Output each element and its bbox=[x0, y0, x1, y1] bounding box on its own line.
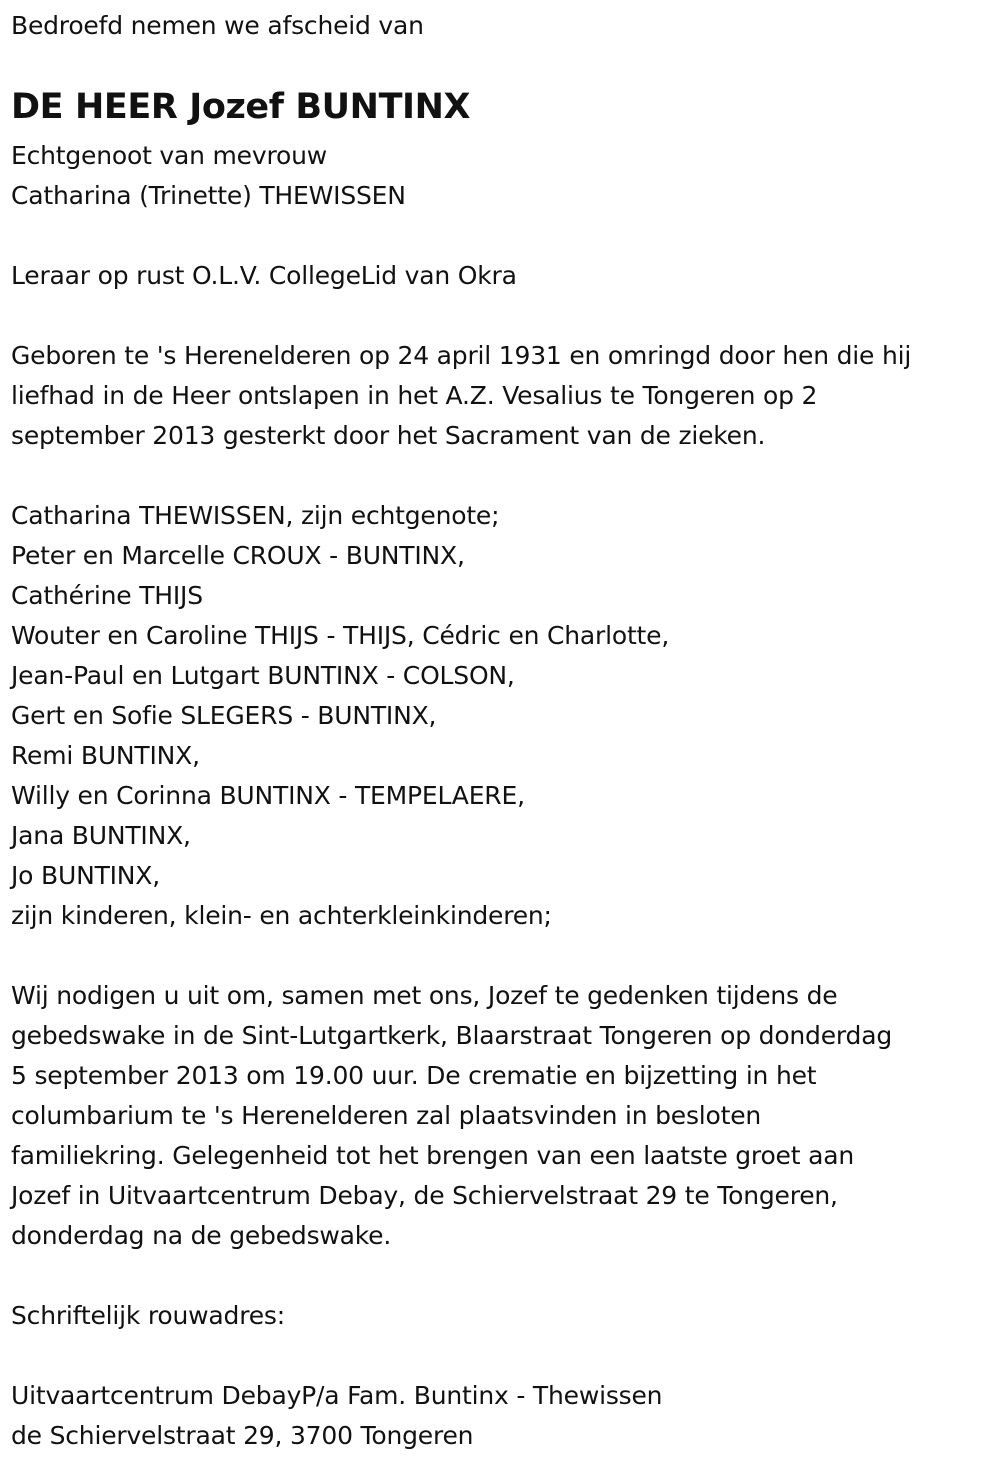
family-line: zijn kinderen, klein- en achterkleinkinderen; bbox=[11, 901, 552, 930]
birth-death-line: liefhad in de Heer ontslapen in het A.Z. Vesalius te Tongeren op 2 bbox=[11, 381, 818, 410]
family-line: Catharina THEWISSEN, zijn echtgenote; bbox=[11, 501, 500, 530]
birth-death-line: september 2013 gesterkt door het Sacrament van de zieken. bbox=[11, 421, 766, 450]
occupation-line: Leraar op rust O.L.V. CollegeLid van Okra bbox=[11, 261, 517, 290]
invitation-block bbox=[11, 976, 991, 1256]
invitation-line: gebedswake in de Sint-Lutgartkerk, Blaarstraat Tongeren op donderdag bbox=[11, 1021, 893, 1050]
deceased-name: DE HEER Jozef BUNTINX bbox=[11, 87, 471, 127]
spouse-line: Echtgenoot van mevrouw bbox=[11, 141, 327, 170]
family-line: Jo BUNTINX, bbox=[11, 861, 160, 890]
spouse-line: Catharina (Trinette) THEWISSEN bbox=[11, 181, 406, 210]
paragraph-gap bbox=[11, 456, 991, 496]
family-line: Jana BUNTINX, bbox=[11, 821, 191, 850]
family-line: Remi BUNTINX, bbox=[11, 741, 200, 770]
family-line: Willy en Corinna BUNTINX - TEMPELAERE, bbox=[11, 781, 525, 810]
paragraph-gap bbox=[11, 296, 991, 336]
address-line: Uitvaartcentrum DebayP/a Fam. Buntinx - Thewissen bbox=[11, 1381, 663, 1410]
invitation-line: donderdag na de gebedswake. bbox=[11, 1221, 392, 1250]
family-line: Cathérine THIJS bbox=[11, 581, 203, 610]
family-line: Gert en Sofie SLEGERS - BUNTINX, bbox=[11, 701, 437, 730]
invitation-line: Wij nodigen u uit om, samen met ons, Jozef te gedenken tijdens de bbox=[11, 981, 838, 1010]
address-block bbox=[11, 1376, 991, 1456]
family-line: Jean-Paul en Lutgart BUNTINX - COLSON, bbox=[11, 661, 515, 690]
invitation-line: columbarium te 's Herenelderen zal plaatsvinden in besloten bbox=[11, 1101, 762, 1130]
intro-line: Bedroefd nemen we afscheid van bbox=[11, 11, 424, 40]
family-line: Peter en Marcelle CROUX - BUNTINX, bbox=[11, 541, 465, 570]
birth-death-block bbox=[11, 336, 991, 456]
invitation-line: Jozef in Uitvaartcentrum Debay, de Schiervelstraat 29 te Tongeren, bbox=[11, 1181, 838, 1210]
paragraph-gap bbox=[11, 1336, 991, 1376]
invitation-line: familiekring. Gelegenheid tot het brengen van een laatste groet aan bbox=[11, 1141, 854, 1170]
address-label: Schriftelijk rouwadres: bbox=[11, 1301, 285, 1330]
family-line: Wouter en Caroline THIJS - THIJS, Cédric en Charlotte, bbox=[11, 621, 670, 650]
death-notice bbox=[11, 0, 991, 1456]
family-block bbox=[11, 496, 991, 936]
spouse-block bbox=[11, 136, 991, 216]
birth-death-line: Geboren te 's Herenelderen op 24 april 1931 en omringd door hen die hij bbox=[11, 341, 912, 370]
invitation-line: 5 september 2013 om 19.00 uur. De crematie en bijzetting in het bbox=[11, 1061, 817, 1090]
address-line: de Schiervelstraat 29, 3700 Tongeren bbox=[11, 1421, 474, 1450]
paragraph-gap bbox=[11, 936, 991, 976]
paragraph-gap bbox=[11, 216, 991, 256]
paragraph-gap bbox=[11, 1256, 991, 1296]
